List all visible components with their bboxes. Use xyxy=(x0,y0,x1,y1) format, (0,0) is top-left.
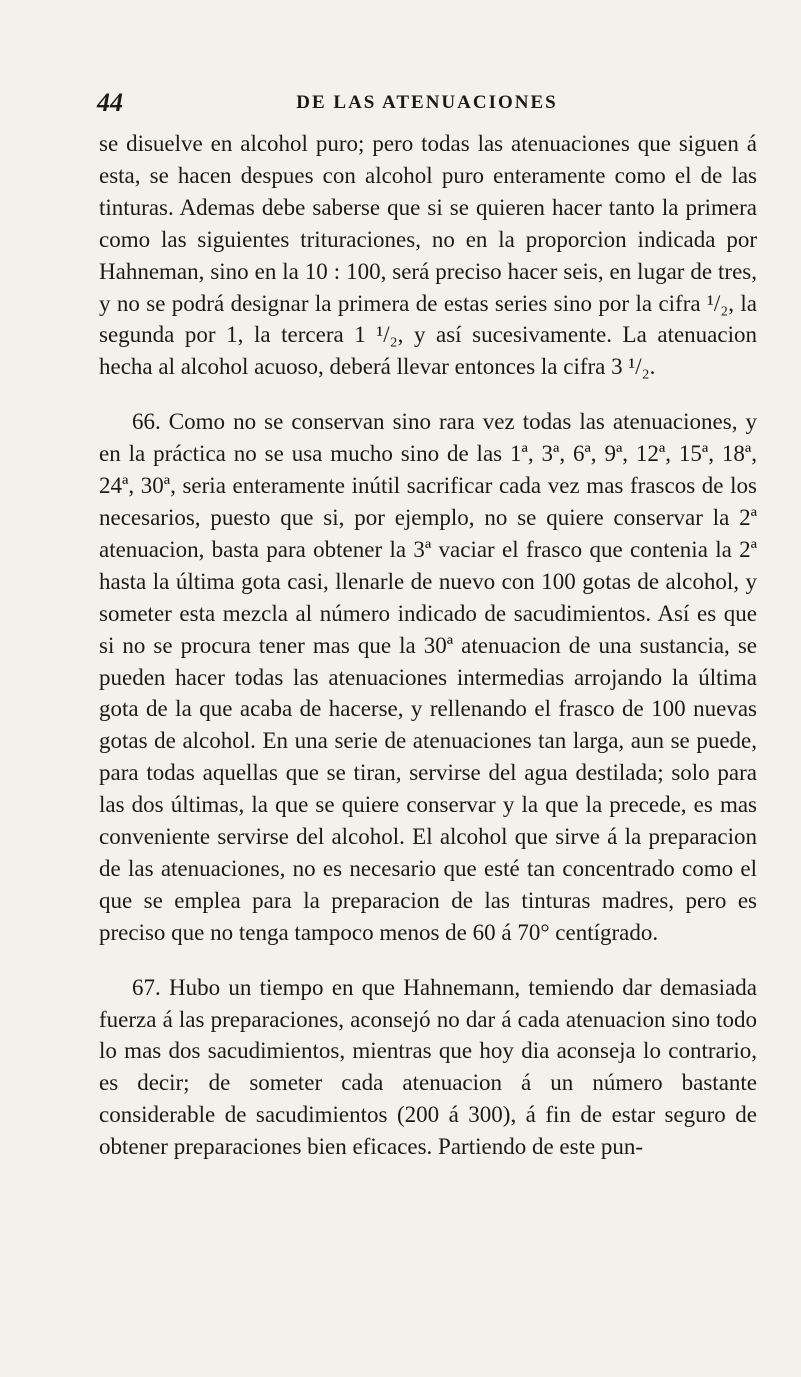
running-title: DE LAS ATENUACIONES xyxy=(296,92,558,113)
page-number: 44 xyxy=(97,88,123,117)
paragraph-67: 67. Hubo un tiempo en que Hahnemann, temiendo dar demasiada fuerza á las preparaciones, aconsejó no dar á cada atenuacion sino todo lo mas dos sacudimientos, mientras que hoy dia aconseja lo contrario, es decir; de someter cada atenuacion á un número bastante considerable de sacudimientos (200 á 300), á fin de estar seguro de obtener preparaciones bien eficaces. Partiendo de este pun- xyxy=(99,974,757,1160)
paragraph-continuation: se disuelve en alcohol puro; pero todas las atenuaciones que siguen á esta, se hacen despues con alcohol puro enteramente como el de las tinturas. Ademas debe saberse que si se quieren hacer tanto la primera como las siguientes trituraciones, no en la proporcion indicada por Hahneman, sino en la 10 : 100, será preciso hacer seis, en lugar de tres, y no se podrá designar la primera de estas series sino por la cifra ¹/₂, la segunda por 1, la tercera 1 ¹/₂, y así sucesivamente. La atenuacion hecha al alcohol acuoso, deberá llevar entonces la cifra 3 ¹/₂. xyxy=(99,131,757,380)
paragraph-66: 66. Como no se conservan sino rara vez todas las atenuaciones, y en la práctica no se usa mucho sino de las 1ª, 3ª, 6ª, 9ª, 12ª, 15ª, 18ª, 24ª, 30ª, seria enteramente inútil sacrificar cada vez mas frascos de los necesarios, puesto que si, por ejemplo, no se quiere conservar la 2ª atenuacion, basta para obtener la 3ª vaciar el frasco que contenia la 2ª hasta la última gota casi, llenarle de nuevo con 100 gotas de alcohol, y someter esta mezcla al número indicado de sacudimientos. Así es que si no se procura tener mas que la 30ª atenuacion de una sustancia, se pueden hacer todas las atenuaciones intermedias arrojando la última gota de la que acaba de hacerse, y rellenando el frasco de 100 nuevas gotas de alcohol. En una serie de atenuaciones tan larga, aun se puede, para todas aquellas que se tiran, servirse del agua destilada; solo para las dos últimas, la que se quiere conservar y la que la precede, es mas conveniente servirse del alcohol. El alcohol que sirve á la preparacion de las atenuaciones, no es necesario que esté tan concentrado como el que se emplea para la preparacion de las tinturas madres, pero es preciso que no tenga tampoco menos de 60 á 70° centígrado. xyxy=(99,409,757,945)
page-header xyxy=(97,88,757,118)
body-text xyxy=(99,128,757,1163)
